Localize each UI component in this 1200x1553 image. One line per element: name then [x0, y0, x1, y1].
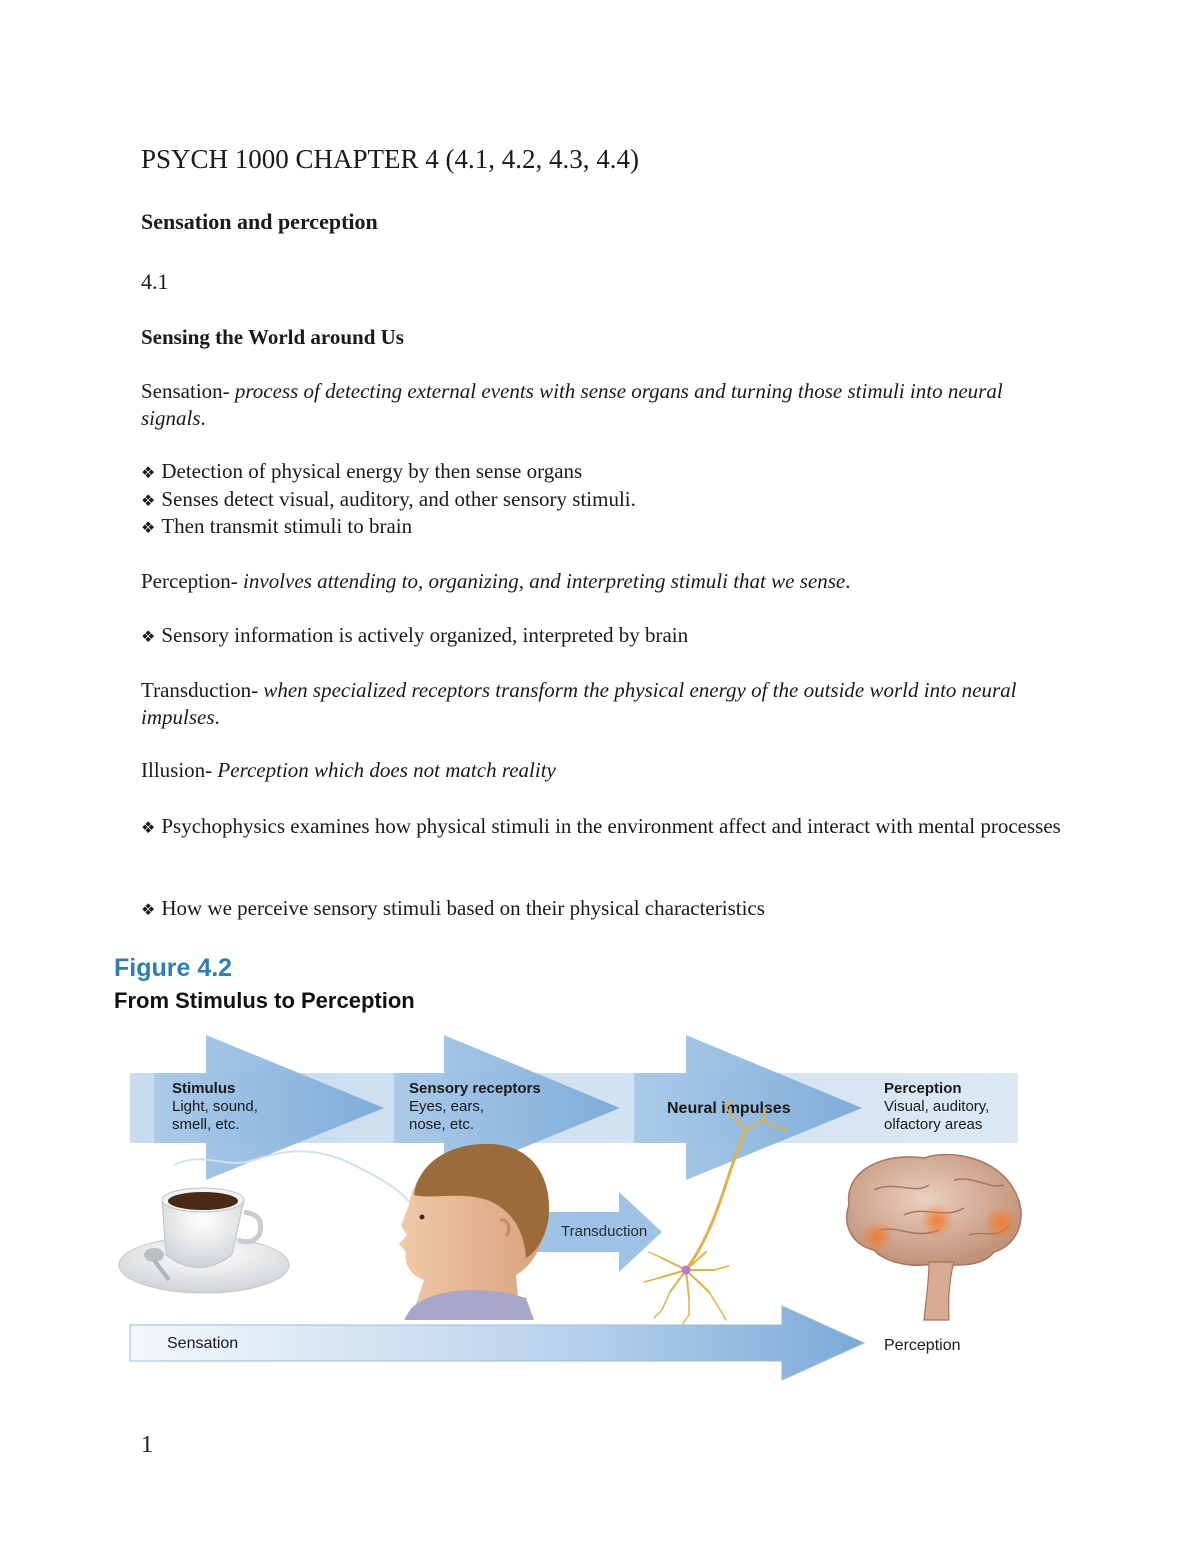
impulses-title: Neural impulses: [667, 1100, 791, 1117]
transduction-definition: Transduction- when specialized receptors transform the physical energy of the outside world into neural impulses.: [141, 678, 1017, 729]
stimulus-line: Light, sound,: [172, 1098, 258, 1115]
perception-line: Visual, auditory,: [884, 1098, 990, 1115]
bullet-item: ❖ Detection of physical energy by then sense organs: [141, 459, 583, 483]
perception-definition: Perception- involves attending to, organizing, and interpreting stimuli that we sense.: [141, 569, 851, 593]
illusion-definition: [141, 757, 1071, 784]
chapter-subtitle: Sensation and perception: [141, 209, 378, 234]
diamond-bullet-icon: ❖: [141, 518, 156, 537]
diamond-bullet-icon: ❖: [141, 900, 156, 919]
auditory-highlight: [920, 1204, 954, 1238]
term-label: Transduction-: [141, 678, 264, 702]
term-label: Sensation-: [141, 379, 235, 403]
diamond-bullet-icon: ❖: [141, 818, 156, 837]
coffee-cup-icon: [119, 1151, 409, 1293]
term-definition: when specialized receptors transform the physical energy of the outside world into neural impulses: [141, 678, 1017, 729]
document-title: PSYCH 1000 CHAPTER 4 (4.1, 4.2, 4.3, 4.4): [141, 144, 640, 174]
bullet-item: ❖ How we perceive sensory stimuli based on their physical characteristics: [141, 896, 765, 920]
brain-icon: [847, 1155, 1021, 1320]
term-definition: Perception which does not match reality: [217, 758, 556, 782]
bullet-item: ❖ Psychophysics examines how physical stimuli in the environment affect and interact with mental processes: [141, 814, 1061, 838]
term-definition: involves attending to, organizing, and interpreting stimuli that we sense: [243, 569, 846, 593]
receptors-title: Sensory receptors: [409, 1080, 541, 1097]
term-label: Perception-: [141, 569, 244, 593]
section-title: Sensing the World around Us: [141, 325, 404, 349]
sensation-definition: Sensation- process of detecting external events with sense organs and turning those stimuli into neural signals.: [141, 379, 1003, 430]
transduction-label: Transduction: [561, 1223, 648, 1240]
figure-title: From Stimulus to Perception: [114, 988, 415, 1013]
bullet-item: ❖ Then transmit stimuli to brain: [141, 514, 413, 538]
figure-label: Figure 4.2: [114, 954, 233, 982]
stimulus-title: Stimulus: [172, 1080, 236, 1097]
sensation-label: Sensation: [167, 1335, 239, 1352]
figure-diagram: [114, 1030, 1034, 1390]
diamond-bullet-icon: ❖: [141, 627, 156, 646]
bullet-item: ❖ Senses detect visual, auditory, and other sensory stimuli.: [141, 487, 636, 511]
diamond-bullet-icon: ❖: [141, 491, 156, 510]
term-label: Illusion-: [141, 758, 218, 782]
perception-title: Perception: [884, 1080, 962, 1097]
stimulus-line: smell, etc.: [172, 1116, 240, 1133]
diamond-bullet-icon: ❖: [141, 463, 156, 482]
perception-label: Perception: [884, 1337, 961, 1354]
page-number: 1: [141, 1432, 153, 1458]
bullet-item: ❖ Sensory information is actively organized, interpreted by brain: [141, 623, 689, 647]
term-definition: process of detecting external events with sense organs and turning those stimuli into neural signals: [141, 379, 1003, 430]
head-profile-icon: [399, 1144, 549, 1320]
receptors-line: nose, etc.: [409, 1116, 475, 1133]
section-number: 4.1: [141, 269, 169, 294]
receptors-line: Eyes, ears,: [409, 1098, 485, 1115]
olfactory-highlight: [861, 1221, 893, 1253]
visual-highlight: [984, 1206, 1018, 1240]
perception-line: olfactory areas: [884, 1116, 983, 1133]
stimulus-to-perception-figure: [114, 1030, 1034, 1390]
